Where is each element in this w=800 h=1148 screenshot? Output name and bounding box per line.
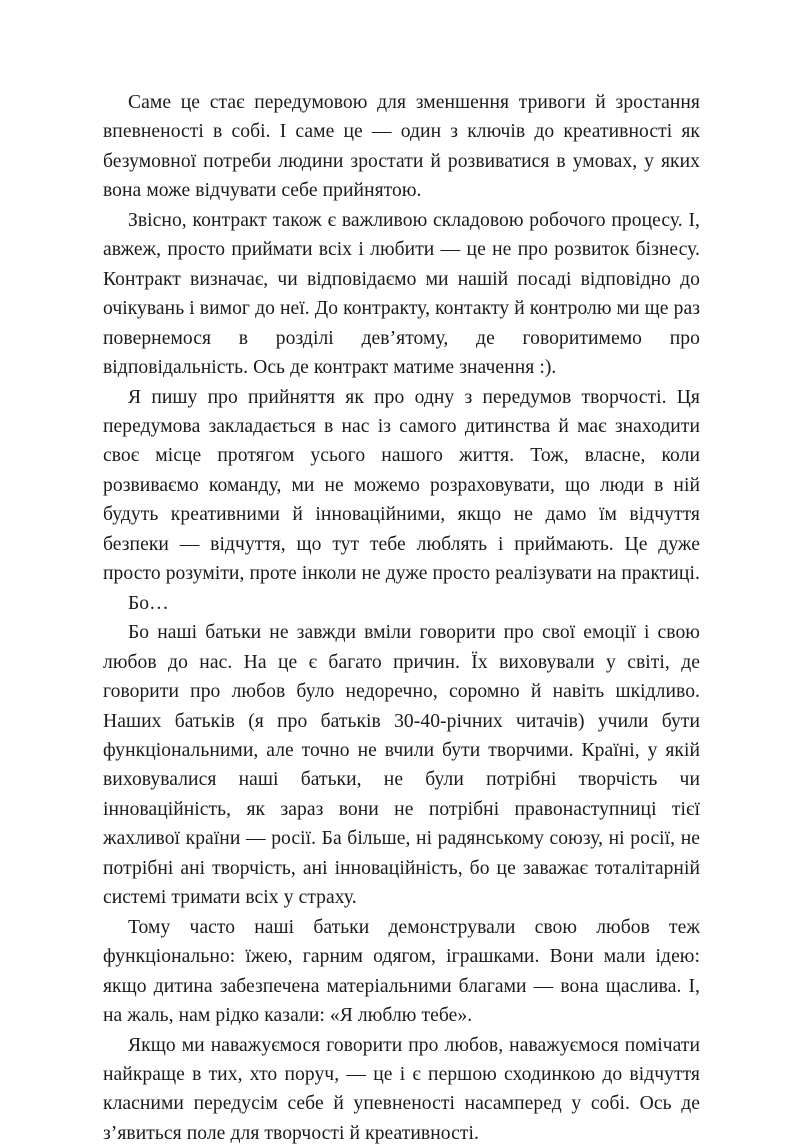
body-paragraph: Бо наші батьки не завжди вміли говорити про свої емоції і свою любов до нас. На це є багато причин. Їх виховували у світі, де говорити про любов було недоречно, соромно й навіть шкідливо. Наших батьків (я про батьків 30-40-річних читачів) учили бути функціональними, але точно не вчили бути творчими. Країні, у якій виховувалися наші батьки, не були потрібні творчість чи інноваційність, як зараз вони не потрібні правонаступниці тієї жахливої країни — росії. Ба більше, ні радянському союзу, ні росії, не потрібні ані творчість, ані інноваційність, бо це заважає тоталітарній системі тримати всіх у страху. bbox=[103, 618, 700, 913]
body-paragraph: Я пишу про прийняття як про одну з передумов творчості. Ця передумова закладається в нас із самого дитинства й має знаходити своє місце протягом усього нашого життя. Тож, власне, коли розвиваємо команду, ми не можемо розраховувати, що люди в ній будуть креативними й інноваційними, якщо не дамо їм відчуття безпеки — відчуття, що тут тебе люблять і приймають. Це дуже просто розуміти, проте інколи не дуже просто реалізувати на практиці. bbox=[103, 383, 700, 589]
body-paragraph: Якщо ми наважуємося говорити про любов, наважуємося помічати найкраще в тих, хто поруч, — це і є першою сходинкою до відчуття класними передусім себе й упевненості насамперед у собі. Ось де з’явиться поле для творчості й креативності. bbox=[103, 1031, 700, 1148]
body-text-column bbox=[103, 88, 700, 1148]
body-paragraph: Бо… bbox=[103, 589, 700, 618]
body-paragraph: Звісно, контракт також є важливою складовою робочого процесу. І, авжеж, просто приймати всіх і любити — це не про розвиток бізнесу. Контракт визначає, чи відповідаємо ми нашій посаді відповідно до очікувань і вимог до неї. До контракту, контакту й контролю ми ще раз повернемося в розділі дев’ятому, де говоритимемо про відповідальність. Ось де контракт матиме значення :). bbox=[103, 206, 700, 383]
body-paragraph: Тому часто наші батьки демонстрували свою любов теж функціонально: їжею, гарним одягом, іграшками. Вони мали ідею: якщо дитина забезпечена матеріальними благами — вона щаслива. І, на жаль, нам рідко казали: «Я люблю тебе». bbox=[103, 913, 700, 1031]
body-paragraph: Саме це стає передумовою для зменшення тривоги й зростання впевненості в собі. І саме це — один з ключів до креативності як безумовної потреби людини зростати й розвиватися в умовах, у яких вона може відчувати себе прийнятою. bbox=[103, 88, 700, 206]
